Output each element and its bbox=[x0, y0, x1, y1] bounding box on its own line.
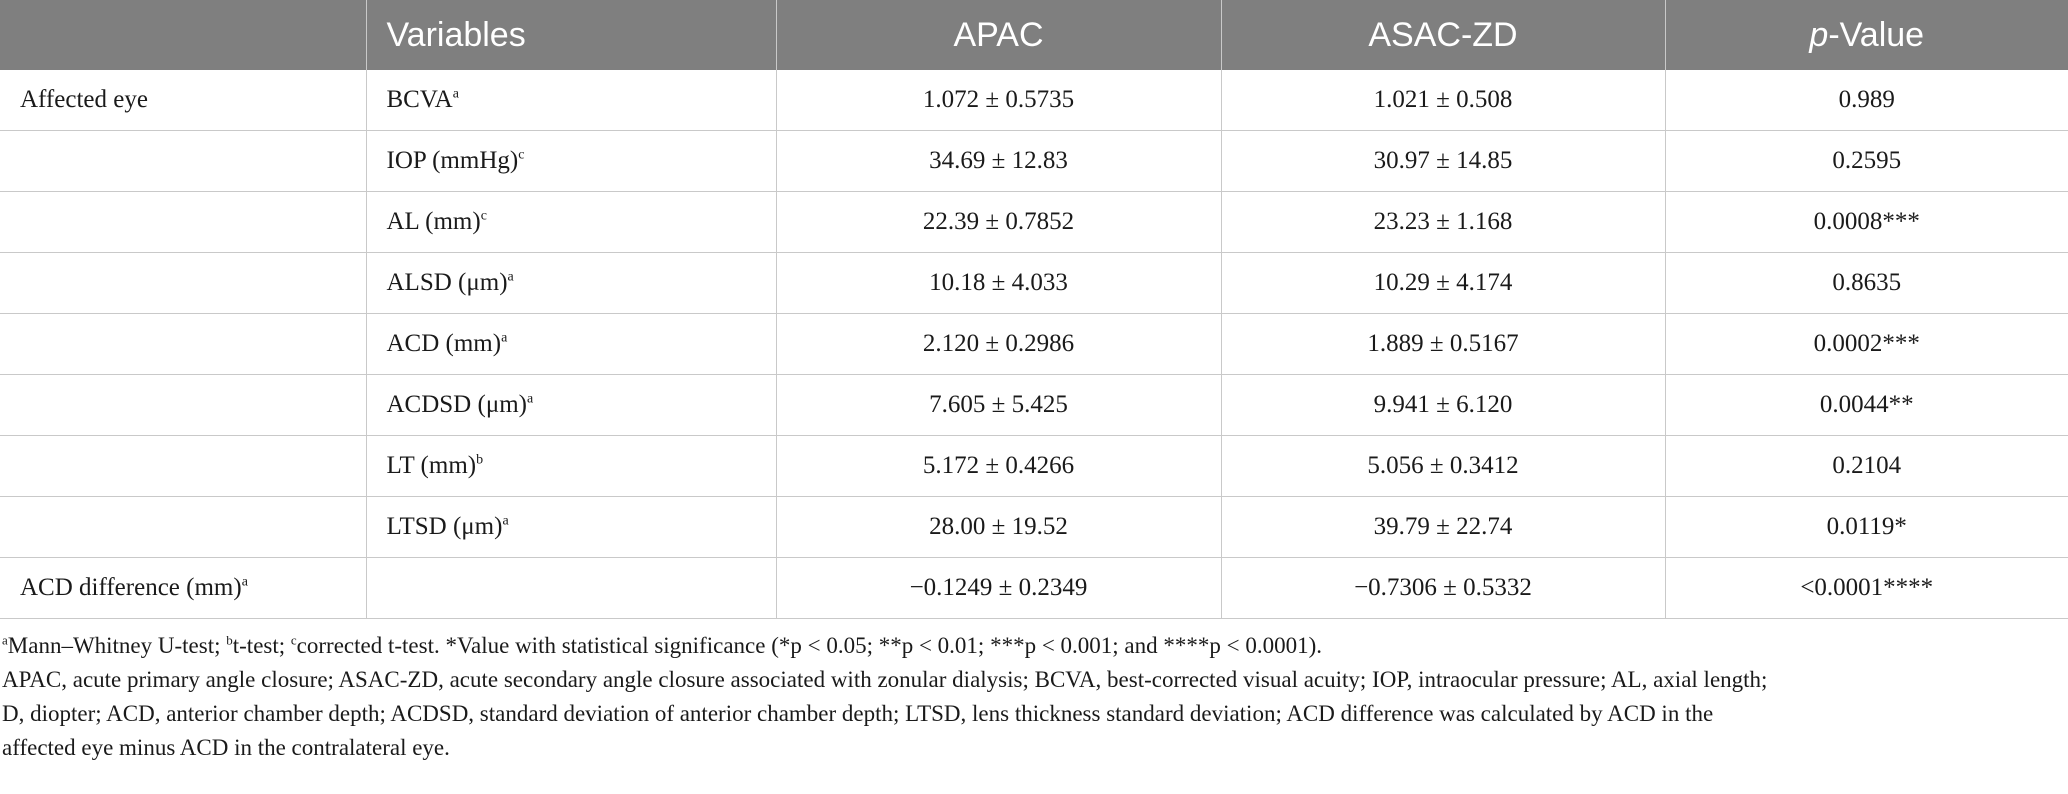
cell-variable bbox=[366, 253, 776, 314]
cell-group bbox=[0, 131, 366, 192]
cell-variable-text: LT (mm) bbox=[386, 452, 477, 479]
cell-apac bbox=[776, 497, 1221, 558]
table-row bbox=[0, 558, 2068, 619]
table-row bbox=[0, 497, 2068, 558]
footnote-a-sup: a bbox=[2, 632, 8, 648]
table-row bbox=[0, 131, 2068, 192]
cell-variable-superscript: a bbox=[507, 269, 514, 285]
footnote-b-sup: b bbox=[226, 632, 233, 648]
cell-variable bbox=[366, 558, 776, 619]
cell-group bbox=[0, 70, 366, 131]
header-apac: APAC bbox=[776, 0, 1221, 70]
cell-apac bbox=[776, 192, 1221, 253]
footnote-abbreviations-3: affected eye minus ACD in the contralateral eye. bbox=[2, 735, 450, 760]
cell-p-value-text: 0.0044** bbox=[1819, 391, 1914, 418]
cell-p-value-text: 0.8635 bbox=[1832, 269, 1902, 296]
cell-p-value bbox=[1665, 314, 2068, 375]
table-row bbox=[0, 253, 2068, 314]
cell-p-value bbox=[1665, 375, 2068, 436]
cell-asac-zd-text: 10.29 ± 4.174 bbox=[1373, 269, 1513, 296]
cell-asac-zd bbox=[1221, 70, 1665, 131]
cell-apac bbox=[776, 375, 1221, 436]
cell-asac-zd-text: −0.7306 ± 0.5332 bbox=[1354, 574, 1532, 601]
cell-apac bbox=[776, 558, 1221, 619]
header-asac-zd: ASAC-ZD bbox=[1221, 0, 1665, 70]
cell-p-value bbox=[1665, 497, 2068, 558]
cell-asac-zd-text: 9.941 ± 6.120 bbox=[1373, 391, 1513, 418]
cell-group bbox=[0, 558, 366, 619]
cell-asac-zd bbox=[1221, 558, 1665, 619]
cell-variable-text: LTSD (μm) bbox=[386, 513, 503, 540]
cell-group-text: Affected eye bbox=[20, 86, 148, 113]
cell-asac-zd-text: 5.056 ± 0.3412 bbox=[1367, 452, 1519, 479]
cell-variable-text: AL (mm) bbox=[386, 208, 481, 235]
cell-asac-zd bbox=[1221, 192, 1665, 253]
header-variables: Variables bbox=[366, 0, 776, 70]
table-row bbox=[0, 70, 2068, 131]
cell-asac-zd bbox=[1221, 253, 1665, 314]
cell-apac-text: 22.39 ± 0.7852 bbox=[922, 208, 1075, 235]
cell-p-value-text: 0.989 bbox=[1838, 86, 1895, 113]
cell-apac-text: 34.69 ± 12.83 bbox=[929, 147, 1068, 174]
header-p-value bbox=[1665, 0, 2068, 70]
cell-group bbox=[0, 497, 366, 558]
cell-apac bbox=[776, 253, 1221, 314]
cell-group-text: ACD difference (mm) bbox=[20, 574, 242, 601]
cell-p-value-text: 0.0002*** bbox=[1813, 330, 1920, 357]
cell-p-value bbox=[1665, 70, 2068, 131]
footnote-a-text: Mann–Whitney U-test; bbox=[7, 633, 227, 658]
cell-asac-zd bbox=[1221, 314, 1665, 375]
table-row bbox=[0, 314, 2068, 375]
cell-group-superscript: a bbox=[241, 574, 248, 590]
cell-asac-zd-text: 30.97 ± 14.85 bbox=[1373, 147, 1513, 174]
cell-p-value-text: 0.0008*** bbox=[1813, 208, 1920, 235]
cell-variable bbox=[366, 70, 776, 131]
cell-variable-text: IOP (mmHg) bbox=[386, 147, 519, 174]
footnote-tests bbox=[0, 629, 2068, 663]
cell-group bbox=[0, 375, 366, 436]
cell-variable bbox=[366, 436, 776, 497]
cell-variable bbox=[366, 192, 776, 253]
cell-p-value-text: 0.2104 bbox=[1832, 452, 1902, 479]
cell-apac bbox=[776, 436, 1221, 497]
table-header-row bbox=[0, 0, 2068, 70]
cell-apac bbox=[776, 131, 1221, 192]
footnote-c-sup: c bbox=[290, 632, 297, 648]
cell-apac-text: 1.072 ± 0.5735 bbox=[922, 86, 1075, 113]
cell-asac-zd bbox=[1221, 375, 1665, 436]
cell-variable-superscript: c bbox=[518, 147, 525, 163]
header-p-rest: -Value bbox=[1828, 15, 1925, 54]
cell-asac-zd bbox=[1221, 497, 1665, 558]
table-row bbox=[0, 375, 2068, 436]
cell-variable-superscript: a bbox=[501, 330, 508, 346]
cell-asac-zd-text: 39.79 ± 22.74 bbox=[1373, 513, 1513, 540]
cell-variable-superscript: a bbox=[452, 86, 459, 102]
cell-apac-text: 5.172 ± 0.4266 bbox=[922, 452, 1075, 479]
cell-group bbox=[0, 192, 366, 253]
header-p-italic: p bbox=[1809, 15, 1829, 54]
footnote-abbreviations-2: D, diopter; ACD, anterior chamber depth; ACDSD, standard deviation of anterior chamber depth; LTSD, lens thickness standard deviation; ACD difference was calculated by ACD in the bbox=[2, 701, 1714, 726]
cell-asac-zd-text: 1.021 ± 0.508 bbox=[1373, 86, 1513, 113]
cell-variable-superscript: b bbox=[476, 452, 484, 468]
cell-variable-superscript: a bbox=[527, 391, 534, 407]
cell-apac bbox=[776, 70, 1221, 131]
cell-variable bbox=[366, 131, 776, 192]
cell-variable bbox=[366, 497, 776, 558]
cell-group bbox=[0, 436, 366, 497]
cell-variable-text: ACD (mm) bbox=[386, 330, 502, 357]
cell-p-value bbox=[1665, 436, 2068, 497]
footnote-abbreviations-1: APAC, acute primary angle closure; ASAC-ZD, acute secondary angle closure associated with zonular dialysis; BCVA, best-corrected visual acuity; IOP, intraocular pressure; AL, axial length; bbox=[2, 667, 1768, 692]
cell-apac-text: 2.120 ± 0.2986 bbox=[922, 330, 1075, 357]
cell-p-value-text: 0.0119* bbox=[1826, 513, 1907, 540]
header-group bbox=[0, 0, 366, 70]
cell-p-value bbox=[1665, 253, 2068, 314]
cell-p-value-text: 0.2595 bbox=[1832, 147, 1902, 174]
cell-asac-zd bbox=[1221, 131, 1665, 192]
cell-p-value bbox=[1665, 558, 2068, 619]
cell-variable-text: ACDSD (μm) bbox=[386, 391, 527, 418]
cell-apac-text: 10.18 ± 4.033 bbox=[929, 269, 1068, 296]
cell-asac-zd bbox=[1221, 436, 1665, 497]
cell-variable-text: ALSD (μm) bbox=[386, 269, 508, 296]
table-body bbox=[0, 70, 2068, 619]
cell-variable-text: BCVA bbox=[386, 86, 453, 113]
cell-apac-text: 7.605 ± 5.425 bbox=[929, 391, 1068, 418]
cell-p-value-text: <0.0001**** bbox=[1800, 574, 1934, 601]
cell-variable-superscript: c bbox=[480, 208, 487, 224]
cell-variable bbox=[366, 375, 776, 436]
cell-group bbox=[0, 253, 366, 314]
cell-p-value bbox=[1665, 192, 2068, 253]
cell-group bbox=[0, 314, 366, 375]
cell-variable bbox=[366, 314, 776, 375]
table-row bbox=[0, 436, 2068, 497]
cell-asac-zd-text: 1.889 ± 0.5167 bbox=[1367, 330, 1519, 357]
footnote-b-text: t-test; bbox=[232, 633, 291, 658]
cell-apac bbox=[776, 314, 1221, 375]
table-row bbox=[0, 192, 2068, 253]
cell-apac-text: −0.1249 ± 0.2349 bbox=[909, 574, 1088, 601]
footnote-c-text: corrected t-test. *Value with statistical significance (*p < 0.05; **p < 0.01; ***p < 0.001; and ****p < 0.0001). bbox=[296, 633, 1323, 658]
cell-p-value bbox=[1665, 131, 2068, 192]
cell-apac-text: 28.00 ± 19.52 bbox=[929, 513, 1068, 540]
cell-asac-zd-text: 23.23 ± 1.168 bbox=[1373, 208, 1513, 235]
cell-variable-superscript: a bbox=[502, 513, 509, 529]
